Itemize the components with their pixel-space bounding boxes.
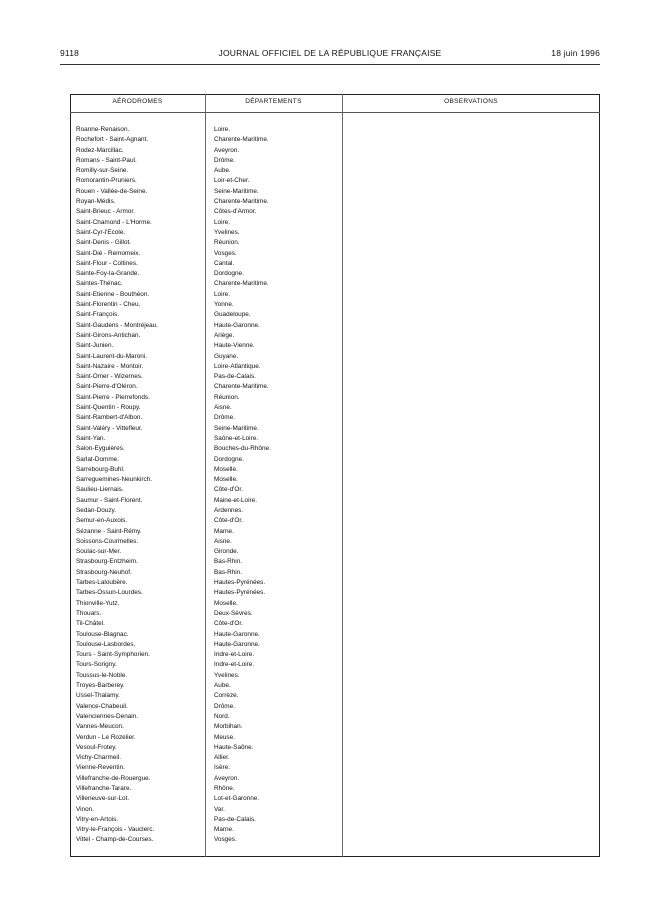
departement-cell: Saône-et-Loire. [214,434,259,442]
table-row [76,660,346,670]
table-row [76,619,346,629]
aerodrome-cell: Tours - Saint-Symphorien. [76,651,150,659]
departement-cell: Dordogne. [214,270,244,278]
departement-cell: Côtes-d'Armor. [214,208,257,216]
departement-cell: Charente-Maritime. [214,383,269,391]
departement-cell: Meuse. [214,733,235,741]
aerodrome-cell: Vitry-en-Artois. [76,815,119,823]
departement-cell: Nord. [214,712,230,720]
aerodrome-cell: Saint-Flour - Coltines. [76,259,138,267]
table-row [76,228,346,238]
table-row [76,125,346,135]
aerodrome-cell: Sainte-Foy-la-Grande. [76,270,140,278]
table-row [76,218,346,228]
aerodrome-cell: Rochefort - Saint-Agnant. [76,136,149,144]
departement-cell: Charente-Maritime. [214,280,269,288]
table-row [76,516,346,526]
table-row [76,290,346,300]
departement-cell: Rhône. [214,785,235,792]
table-row [76,578,346,588]
departement-cell: Hautes-Pyrénées. [214,589,266,597]
aerodrome-cell: Semur-en-Auxois. [76,517,128,525]
table-row [76,609,346,619]
table-row [76,310,346,320]
departement-cell: Vosges. [214,249,237,257]
aerodrome-cell: Saint-Laurent-du-Maroni. [76,352,148,360]
table-row [76,403,346,413]
table-row [76,187,346,197]
departement-cell: Dordogne. [214,455,244,463]
table-row [76,465,346,475]
departement-cell: Ariège. [214,331,235,339]
departement-cell: Guadeloupe. [214,311,251,319]
departement-cell: Lot-et-Garonne. [214,795,260,803]
table-row [76,207,346,217]
aerodrome-cell: Villefranche-de-Rouergue. [76,774,151,782]
table-row [76,691,346,701]
table-row [76,197,346,207]
table-row [76,496,346,506]
table-row [76,135,346,145]
table-row [76,784,346,794]
departement-cell: Allier. [214,754,230,762]
aerodrome-cell: Saint-Omer - Wizernes. [76,373,143,381]
departement-cell: Seine-Maritime. [214,187,259,195]
departement-cell: Corrèze. [214,692,239,700]
table-row [76,743,346,753]
departement-cell: Yvelines. [214,228,240,236]
table-row [76,413,346,423]
table-row [76,176,346,186]
departement-cell: Drôme. [214,702,235,710]
aerodrome-cell: Villefranche-Tarare. [76,785,132,792]
aerodrome-cell: Saint-Denis - Gillot. [76,239,132,247]
aerodrome-cell: Saint-Pierre - Pierrefonds. [76,393,150,401]
table-row [76,712,346,722]
table-row [76,279,346,289]
column-header-aerodromes: AÉRODROMES [112,98,163,105]
table-row [76,794,346,804]
table-row [76,475,346,485]
table-row [76,146,346,156]
table-row [76,485,346,495]
table-row [76,568,346,578]
departement-cell: Moselle. [214,476,238,484]
departement-cell: Loire. [214,218,230,226]
table-row [76,424,346,434]
table-row [76,166,346,176]
departement-cell: Maine-et-Loire. [214,496,257,504]
table-row [76,774,346,784]
table-row [76,249,346,259]
aerodrome-cell: Toulouse-Blagnac. [76,630,129,638]
aerodrome-cell: Saint-Cyr-l'Ecole. [76,228,126,236]
departement-cell: Cantal. [214,259,235,267]
table-row [76,527,346,537]
table-row [76,805,346,815]
aerodrome-cell: Verdun - Le Rozelier. [76,733,136,741]
table-body [76,125,346,846]
aerodrome-cell: Thionville-Yutz. [76,599,120,607]
aerodrome-cell: Thouars. [76,609,102,617]
table-row [76,393,346,403]
departement-cell: Var. [214,805,225,813]
aerodrome-cell: Sarreguemines-Neunkirch. [76,476,153,484]
departement-cell: Yvelines. [214,671,240,679]
aerodrome-cell: Saint-Valéry - Vittefleur. [76,424,143,432]
aerodrome-cell: Royan-Médis. [76,198,116,206]
header-rule [60,64,600,65]
aerodrome-cell: Rouen - Vallée-de-Seine. [76,187,148,195]
aerodrome-cell: Strasbourg-Neuhof. [76,568,132,576]
table-row [76,640,346,650]
aerodrome-cell: Valenciennes-Denain. [76,712,139,720]
aerodrome-cell: Saint-Dié - Remomeix. [76,249,141,257]
aerodrome-cell: Saint-Rambert-d'Albon. [76,414,143,422]
aerodrome-cell: Romilly-sur-Seine. [76,167,129,175]
departement-cell: Haute-Vienne. [214,342,255,350]
departement-cell: Réunion. [214,239,240,247]
departement-cell: Charente-Maritime. [214,136,269,144]
aerodrome-cell: Toussus-le-Noble. [76,671,128,679]
table-row [76,630,346,640]
departement-cell: Côte-d'Or. [214,486,243,494]
departement-cell: Haute-Garonne. [214,640,260,648]
departement-cell: Moselle. [214,465,238,473]
table-row [76,341,346,351]
departement-cell: Loir-et-Cher. [214,177,250,185]
aerodrome-cell: Saint-Etienne - Bouthéon. [76,290,150,298]
table-row [76,733,346,743]
departement-cell: Côte-d'Or. [214,620,243,628]
table-row [76,362,346,372]
aerodrome-cell: Troyes-Barberey. [76,682,125,690]
departement-cell: Vosges. [214,836,237,844]
table-row [76,238,346,248]
departement-cell: Haute-Garonne. [214,630,260,638]
table-row [76,156,346,166]
aerodrome-cell: Tarbes-Ossun-Lourdes. [76,589,143,597]
aerodrome-cell: Sarlat-Domme. [76,455,119,463]
aerodrome-cell: Toulouse-Lasbordes. [76,640,136,648]
departement-cell: Aisne. [214,404,232,412]
table-row [76,434,346,444]
aerodrome-cell: Tours-Sorigny. [76,661,117,669]
aerodrome-cell: Valence-Chabeuil. [76,702,128,710]
departement-cell: Pas-de-Calais. [214,373,256,381]
departement-cell: Charente-Maritime. [214,198,269,206]
aerodrome-cell: Saint-François. [76,311,119,319]
table-row [76,722,346,732]
aerodrome-cell: Strasbourg-Entzheim. [76,558,138,566]
departement-cell: Drôme. [214,156,235,164]
aerodrome-cell: Saint-Quentin - Roupy. [76,404,141,412]
aerodrome-cell: Salon-Eyguières. [76,445,125,453]
aerodrome-cell: Saulieu-Liernais. [76,486,124,494]
aerodrome-cell: Saint-Nazaire - Montoir. [76,362,144,370]
departement-cell: Bas-Rhin. [214,568,243,576]
aerodrome-cell: Rodez-Marcillac. [76,146,124,154]
table-row [76,331,346,341]
aerodrome-cell: Til-Châtel. [76,620,105,628]
aerodrome-cell: Saint-Pierre-d'Oléron. [76,383,138,391]
aerodrome-cell: Romans - Saint-Paul. [76,156,137,164]
table-row [76,815,346,825]
aerodrome-cell: Saint-Florentin - Cheu. [76,301,141,309]
departement-cell: Aveyron. [214,774,240,782]
table-row [76,599,346,609]
departement-cell: Guyane. [214,352,239,360]
aerodrome-cell: Saintes-Thénac. [76,280,123,288]
table-row [76,557,346,567]
table-row [76,372,346,382]
aerodrome-cell: Vesoul-Frotey. [76,743,117,751]
departement-cell: Indre-et-Loire. [214,661,255,669]
departement-cell: Morbihan. [214,723,243,731]
aerodrome-cell: Vitry-le-François - Vauclerc. [76,826,155,834]
column-header-observations: OBSERVATIONS [444,98,498,105]
table-row [76,269,346,279]
table-row [76,835,346,845]
table-row [76,681,346,691]
aerodrome-cell: Saint-Chamond - L'Horme. [76,218,152,226]
header-row-rule [70,112,600,113]
aerodrome-cell: Saumur - Saint-Florent. [76,496,143,504]
table-row [76,352,346,362]
departement-cell: Deux-Sèvres. [214,609,253,617]
column-header-departements: DÉPARTEMENTS [245,98,302,105]
departement-cell: Bas-Rhin. [214,558,243,566]
departement-cell: Marne. [214,826,234,834]
departement-cell: Aveyron. [214,146,240,154]
departement-cell: Bouches-du-Rhône. [214,445,271,453]
table-row [76,671,346,681]
table-row [76,825,346,835]
aerodrome-cell: Sézanne - Saint-Rémy. [76,527,142,535]
table-row [76,444,346,454]
departement-cell: Haute-Garonne. [214,321,260,329]
aerodrome-cell: Sarrebourg-Buhl. [76,465,125,473]
table-row [76,537,346,547]
departement-cell: Drôme. [214,414,235,422]
aerodrome-cell: Sedan-Douzy. [76,506,117,514]
departement-cell: Seine-Maritime. [214,424,259,432]
aerodrome-cell: Villeneuve-sur-Lot. [76,795,130,803]
aerodrome-cell: Ussel-Thalamy. [76,692,120,700]
table-row [76,321,346,331]
journal-title: JOURNAL OFFICIEL DE LA RÉPUBLIQUE FRANÇAISE [218,48,442,58]
aerodrome-cell: Saint-Gaudens - Montréjeau. [76,321,159,329]
departement-cell: Hautes-Pyrénées. [214,579,266,587]
table-row [76,650,346,660]
departement-cell: Aube. [214,682,231,690]
aerodrome-cell: Vinon. [76,805,95,813]
departement-cell: Loire-Atlantique. [214,362,261,370]
departement-cell: Marne. [214,527,234,535]
departement-cell: Haute-Saône. [214,743,254,751]
aerodrome-cell: Soulac-sur-Mer. [76,548,122,556]
aerodrome-cell: Vichy-Charmeil. [76,754,121,762]
departement-cell: Isère. [214,764,230,772]
page-header [60,48,600,62]
table-row [76,455,346,465]
departement-cell: Indre-et-Loire. [214,651,255,659]
aerodrome-cell: Romorantin-Pruniers. [76,177,137,185]
table-row [76,763,346,773]
aerodrome-cell: Soissons-Courmelles. [76,537,139,545]
departement-cell: Loire. [214,290,230,298]
table-row [76,702,346,712]
aerodrome-cell: Saint-Girons-Antichan. [76,331,141,339]
departement-cell: Loire. [214,126,230,133]
aerodrome-cell: Saint-Junien. [76,342,114,350]
departement-cell: Réunion. [214,393,240,401]
page-number: 9118 [60,48,80,58]
aerodrome-cell: Tarbes-Laloubère. [76,579,128,587]
departement-cell: Ardennes. [214,506,244,514]
aerodrome-cell: Vienne-Reventin. [76,764,125,772]
departement-cell: Aube. [214,167,231,175]
departement-cell: Moselle. [214,599,238,607]
departement-cell: Côte-d'Or. [214,517,243,525]
publication-date: 18 juin 1996 [551,48,600,58]
aerodrome-cell: Saint-Yan. [76,434,106,442]
table-row [76,382,346,392]
aerodrome-cell: Roanne-Renaison. [76,126,130,133]
table-row [76,506,346,516]
departement-cell: Yonne. [214,301,234,309]
departement-cell: Aisne. [214,537,232,545]
aerodrome-cell: Vannes-Meucon. [76,723,124,731]
departement-cell: Pas-de-Calais. [214,815,256,823]
aerodrome-cell: Vittel - Champ-de-Courses. [76,836,154,844]
table-row [76,588,346,598]
table-row [76,547,346,557]
table-row [76,753,346,763]
table-row [76,300,346,310]
aerodrome-cell: Saint-Brieuc - Armor. [76,208,135,216]
departement-cell: Gironde. [214,548,239,556]
table-row [76,259,346,269]
